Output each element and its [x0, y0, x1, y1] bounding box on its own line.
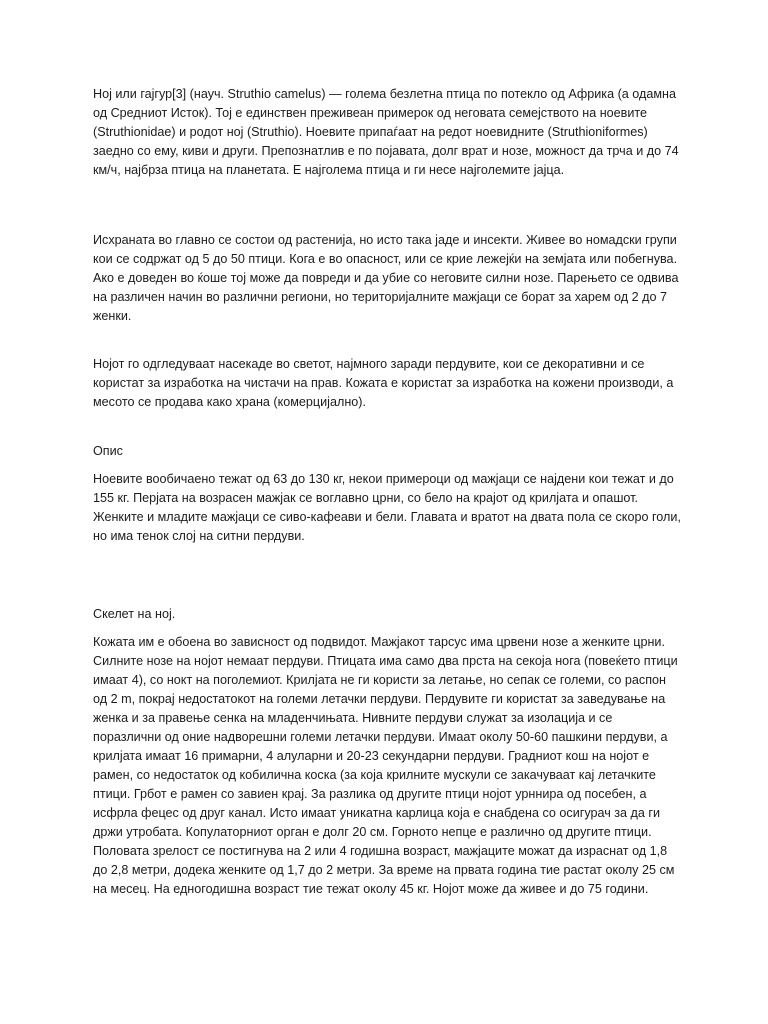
paragraph-weight: Ноевите вообичаено тежат од 63 до 130 кг, некои примероци од мажјаци се најдени кои тежат и до 155 кг. Перјата на возрасен мажјак се воглавно црни, со бело на крајот од крилјата и опашот. Женките и младите мажјаци се сиво-кафеави и бели. Главата и вратот на двата пола се скоро голи, но има тенок слој на ситни пердуви. [93, 472, 681, 543]
heading-skeleton: Скелет на ној. [93, 607, 176, 621]
paragraph-farming: Нојот го одгледуваат насекаде во светот, најмного заради пердувите, кои се декоративни и се користат за изработка на чистачи на прав. Кожата е користат за изработка на кожени производи, а месото се продава како храна (комерцијално). [93, 357, 674, 409]
heading-description: Опис [93, 444, 123, 458]
paragraph-intro: Ној или гајгур[3] (науч. Struthio camelus) — голема безлетна птица по потекло од Африка (а одамна од Средниот Исток). Тој е единствен преживеан примерок од неговата семејството на ноевите (Struthionidae) и родот ној (Struthio). Ноевите припаѓаат на редот ноевидните (Struthioniformes) заедно со ему, киви и други. Препознатлив е по појавата, долг врат и нозе, можност да трча и до 74 км/ч, најбрза птица на планетата. Е најголема птица и ги несе најголемите јајца. [93, 87, 679, 177]
paragraph-anatomy: Кожата им е обоена во зависност од подвидот. Мажјакот тарсус има црвени нозе а женките црни. Силните нозе на нојот немаат пердуви. Птицата има само два прста на секоја нога (повеќето птици имаат 4), со нокт на поголемиот. Крилјата не ги користи за летање, но сепак се големи, со распон од 2 m, покрај недостатокот на големи летачки пердуви. Пердувите ги користат за заведување на женка и за правење сенка на младенчињата. Нивните пердуви служат за изолација и се поразлични од оние надворешни големи летачки пердуви. Имаат околу 50-60 пашкини пердуви, а крилјата имаат 16 примарни, 4 алуларни и 20-23 секундарни пердуви. Градниот кош на нојот е рамен, со недостаток од кобилична коска (за која крилните мускули се закачуваат кај летачките птици. Грбот е рамен со завиен крај. За разлика од другите птици нојот урннира од посебен, а исфрла фецес од друг канал. Исто имаат уникатна карлица која е снабдена со осигурач за да ги држи утробата. Копулаторниот орган е долг 20 см. Горното непце е различно од другите птици. Половата зрелост се постигнува на 2 или 4 годишна возраст, мажјаците можат да израснат од 1,8 до 2,8 метри, додека женките од 1,7 до 2 метри. За време на првата година тие растат околу 25 см на месец. На едногодишна возраст тие тежат околу 45 кг. Нојот може да живее и до 75 години. [93, 635, 678, 896]
paragraph-diet: Исхраната во главно се состои од растенија, но исто така јаде и инсекти. Живее во номадски групи кои се содржат од 5 до 50 птици. Кога е во опасност, или се крие лежејќи на земјата или побегнува. Ако е доведен во ќоше тој може да повреди и да убие со неговите силни нозе. Парењето се одвива на различен начин во различни региони, но територијалните мажјаци се борат за харем од 2 до 7 женки. [93, 233, 679, 323]
